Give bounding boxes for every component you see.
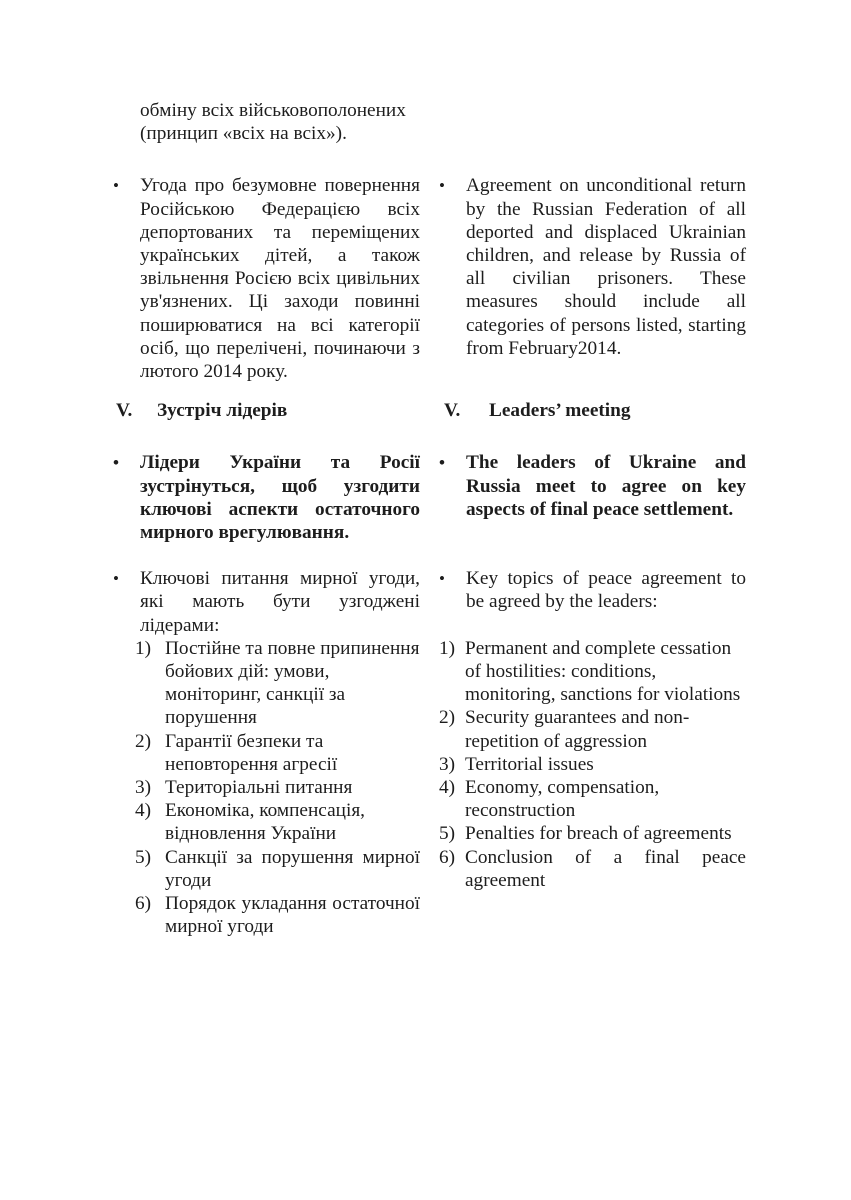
bullet-icon: • [439,569,445,589]
item-number: 4) [439,777,456,799]
leaders-text-en: The leaders of Ukraine and Russia meet to agree on key aspects of final peace settlement. [466,452,746,520]
list-item [439,776,746,822]
list-item [439,753,746,776]
item-number: 2) [135,730,152,752]
item-number: 6) [439,846,456,868]
item-text: Permanent and complete cessation of hostilities: conditions, monitoring, sanctions for violations [465,637,741,706]
item-number: 2) [439,707,456,729]
right-empty-cell [439,99,746,174]
topics-list-en [439,637,746,892]
bullet-item [439,567,746,613]
list-item [135,846,420,892]
section-title: Leaders’ meeting [489,400,631,422]
item-text: Постійне та повне припинення бойових дій: умови, моніторинг, санкції за порушення [165,637,420,729]
left-topics-list-cell [113,637,420,939]
bullet-item [113,567,420,637]
bullet-item [439,174,746,360]
list-item [439,706,746,752]
agreement-text-en: Agreement on unconditional return by the Russian Federation of all deported and displaced Ukrainian children, and release by Russia of all civilian prisoners. These measures should include all categories of persons listed, starting from February2014. [466,175,746,359]
list-item [135,799,420,845]
bullet-icon: • [113,453,119,473]
bullet-item [113,451,420,544]
bullet-icon: • [439,453,445,473]
two-column-document [113,99,746,939]
item-text: Санкції за порушення мирної угоди [165,846,420,891]
topics-intro-en: Key topics of peace agreement to be agreed by the leaders: [466,568,746,613]
section-number: V. [444,400,461,422]
item-text: Conclusion of a final peace agreement [465,846,746,891]
item-number: 3) [439,753,456,775]
item-number: 6) [135,893,152,915]
left-heading-cell [113,399,420,451]
list-item [439,637,746,707]
continuation-text: обміну всіх військовополонених (принцип «всіх на всіх»). [140,100,406,145]
list-item [135,776,420,799]
agreement-text-uk: Угода про безумовне повернення Російською Федерацією всіх депортованих та переміщених українських дітей, а також звільнення Росією всіх цивільних ув'язнених. Ці заходи повинні поширюватися на всі категорії осіб, що перелічені, починаючи з лютого 2014 року. [140,175,420,383]
item-text: Економіка, компенсація, відновлення України [165,800,366,845]
right-heading-cell [439,399,746,451]
right-topics-intro-cell [439,567,746,637]
item-number: 5) [135,846,152,868]
section-number: V. [116,400,133,422]
list-item [135,730,420,776]
leaders-text-uk: Лідери України та Росії зустрінуться, щоб узгодити ключові аспекти остаточного мирного врегулювання. [140,452,420,544]
list-item [135,637,420,730]
bullet-icon: • [439,176,445,196]
topics-intro-uk: Ключові питання мирної угоди, які мають бути узгоджені лідерами: [140,568,420,636]
section-heading-en [439,399,746,422]
section-heading-uk [113,399,420,422]
right-topics-list-cell [439,637,746,939]
right-agreement-cell [439,174,746,399]
bullet-item [439,451,746,521]
bullet-icon: • [113,569,119,589]
item-text: Територіальні питання [165,777,353,799]
list-item [439,822,746,845]
topics-list-uk [113,637,420,939]
item-text: Гарантії безпеки та неповторення агресії [165,730,338,775]
continuation-paragraph [113,99,420,145]
item-number: 1) [439,637,456,659]
item-text: Порядок укладання остаточної мирної угоди [165,893,420,938]
item-text: Territorial issues [465,753,594,775]
bullet-item [113,174,420,383]
item-number: 4) [135,800,152,822]
left-continuation-cell [113,99,420,174]
item-text: Economy, compensation, reconstruction [465,777,660,822]
item-number: 3) [135,777,152,799]
item-number: 1) [135,637,152,659]
right-leaders-cell [439,451,746,567]
bullet-icon: • [113,176,119,196]
list-item [135,892,420,938]
item-number: 5) [439,823,456,845]
item-text: Security guarantees and non-repetition of aggression [465,707,690,752]
section-title: Зустріч лідерів [157,400,288,422]
item-text: Penalties for breach of agreements [465,823,732,845]
left-topics-intro-cell [113,567,420,637]
list-item [439,846,746,892]
left-leaders-cell [113,451,420,567]
left-agreement-cell [113,174,420,399]
